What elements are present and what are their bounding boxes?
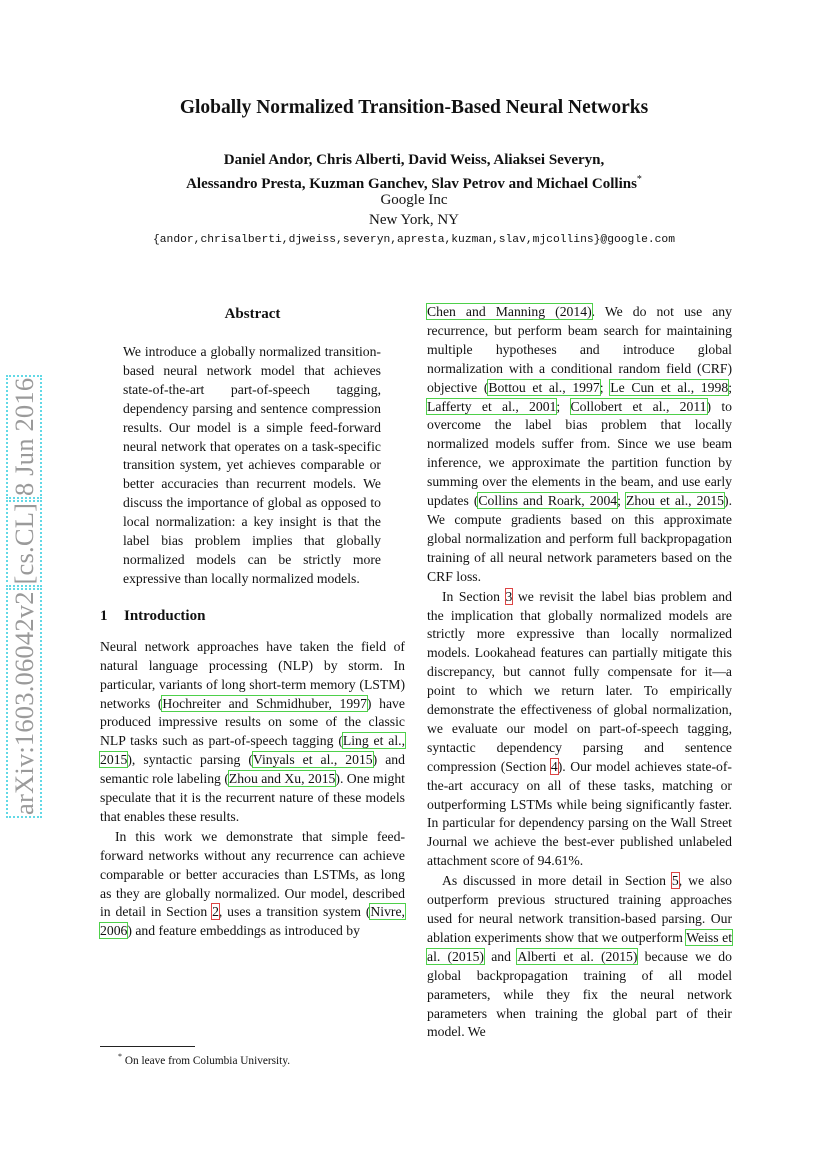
author-footnote-mark[interactable]: * (636, 174, 642, 185)
author-emails: {andor,chrisalberti,djweiss,severyn,apresta,kuzman,slav,mjcollins}@google.com (152, 234, 675, 246)
location: New York, NY (368, 212, 459, 228)
text-run: . We do not use any recurrence, but perform beam search for maintaining multiple hypotheses and introduce global normalization with a conditional random field (CRF) objective ( (427, 304, 732, 395)
arxiv-stamp (11, 378, 38, 815)
text-run: ). Our model achieves state-of-the-art accuracy on all of these tasks, matching or outperforming LSTMs while being significantly faster. In particular for dependency parsing on the Wall Street Journal we achieve the best-ever published unlabeled attachment score of 94.61%. (427, 758, 732, 869)
citation-link[interactable]: Alberti et al. (2015) (517, 948, 638, 964)
text-run: ) to overcome the label bias problem that locally normalized models suffer from. Since we use beam inference, we approximate the partition function by summing over the elements in the beam, and use early updates ( (427, 398, 732, 509)
section-ref-link[interactable]: 5 (671, 873, 679, 889)
text-run: , we also outperform previous structured training approaches used for neural network transition-based parsing. Our ablation experiments show that we outperform (427, 873, 732, 945)
footnote (118, 1050, 290, 1068)
arxiv-category-link[interactable]: [cs.CL] (9, 502, 39, 585)
text-run: ; (617, 493, 626, 509)
paper-title: Globally Normalized Transition-Based Neural Networks (179, 97, 649, 118)
section-ref-link[interactable]: 3 (505, 588, 513, 604)
affiliation: Google Inc (380, 192, 448, 208)
authors-line-1: Daniel Andor, Chris Alberti, David Weiss, Aliaksei Severyn, (223, 152, 605, 168)
right-paragraph-3 (427, 872, 732, 1042)
text-run: In Section (442, 588, 506, 604)
text-run: ). We compute gradients based on this approximate global normalization and perform full backpropagation training of all neural network parameters based on the CRF loss. (427, 493, 732, 584)
section-number: 1 (100, 607, 108, 624)
citation-link[interactable]: Zhou and Xu, 2015 (228, 771, 336, 787)
text-run: we revisit the label bias problem and the implication that globally normalized models are strictly more expressive than locally normalized models. Lookahead features can partially mitigate this discrepancy, but cannot fully compensate for it—a point to which we return later. To empirically demonstrate the effectiveness of global normalization, we evaluate our model on part-of-speech tagging, syntactic dependency parsing and sentence compression (Section (427, 588, 732, 774)
author-list (0, 150, 828, 194)
authors-line-2-text: Alessandro Presta, Kuzman Ganchev, Slav Petrov and Michael Collins (186, 176, 637, 192)
citation-link[interactable]: Lafferty et al., 2001 (427, 398, 557, 414)
section-ref-link[interactable]: 4 (550, 758, 558, 774)
right-column (427, 303, 732, 1042)
citation-link[interactable]: Collins and Roark, 2004 (478, 493, 618, 509)
text-run: ; (599, 379, 611, 395)
section-title: Introduction (124, 607, 206, 624)
intro-paragraph-1 (100, 638, 405, 827)
arxiv-id-link[interactable]: arXiv:1603.06042v2 (9, 591, 39, 815)
arxiv-date: 8 Jun 2016 (9, 377, 39, 497)
right-paragraph-2 (427, 588, 732, 872)
text-run: , uses a transition system ( (218, 904, 371, 920)
citation-link[interactable]: Weiss et al. (2015) (427, 929, 732, 964)
citation-link[interactable]: Bottou et al., 1997 (488, 379, 600, 395)
intro-paragraph-2 (100, 828, 405, 941)
citation-link[interactable]: Ling et al., 2015 (100, 733, 405, 768)
citation-link[interactable]: Collobert et al., 2011 (570, 398, 707, 414)
footnote-mark: * (118, 1052, 122, 1061)
text-run: ) have produced impressive results on some of the classic NLP tasks such as part-of-speech tagging ( (100, 695, 405, 749)
text-run: ; (556, 398, 571, 414)
text-run: ) and feature embeddings as introduced by (127, 923, 360, 939)
text-run: ). One might speculate that it is the recurrent nature of these models that enables these results. (100, 771, 405, 824)
citation-link[interactable]: Hochreiter and Schmidhuber, 1997 (162, 695, 367, 711)
text-run: ), syntactic parsing ( (127, 752, 253, 768)
affiliation-block (0, 190, 828, 230)
text-run: Neural network approaches have taken the field of natural language processing (NLP) by storm. In particular, variants of long short-term memory (LSTM) networks ( (100, 638, 405, 711)
text-run: because we do global backpropagation training of all model parameters, while they fix the neural network parameters when training the global part of their model. We (427, 948, 732, 1040)
text-run: ) and semantic role labeling ( (100, 752, 405, 787)
citation-link[interactable]: Chen and Manning (2014) (427, 304, 592, 319)
footnote-rule (100, 1046, 195, 1047)
text-run: In this work we demonstrate that simple feed-forward networks without any recurrence can achieve comparable or better accuracies than LSTMs, as long as they are globally normalized. Our model, described in detail in Section (100, 828, 405, 920)
footnote-text: On leave from Columbia University. (124, 1054, 291, 1067)
section-ref-link[interactable]: 2 (212, 904, 219, 920)
citation-link[interactable]: Nivre, 2006 (100, 904, 405, 939)
text-run: and (484, 948, 518, 964)
right-paragraph-1 (427, 303, 732, 587)
citation-link[interactable]: Vinyals et al., 2015 (252, 752, 373, 768)
citation-link[interactable]: Le Cun et al., 1998 (610, 379, 729, 395)
citation-link[interactable]: Zhou et al., 2015 (626, 493, 725, 509)
text-run: As discussed in more detail in Section (442, 873, 672, 889)
text-run: ; (728, 379, 732, 395)
abstract-heading: Abstract (224, 306, 281, 322)
section-heading-introduction (100, 607, 405, 625)
left-column (100, 305, 405, 941)
abstract-text: We introduce a globally normalized transition-based neural network model that achieves state-of-the-art part-of-speech tagging, dependency parsing and sentence compression results. Our model is a simple feed-forward neural network that operates on a task-specific transition system, yet achieves comparable or better accuracies than recurrent models. We discuss the importance of global as opposed to local normalization: a key insight is that the label bias problem implies that globally normalized models can be strictly more expressive than locally normalized models. (123, 344, 381, 586)
